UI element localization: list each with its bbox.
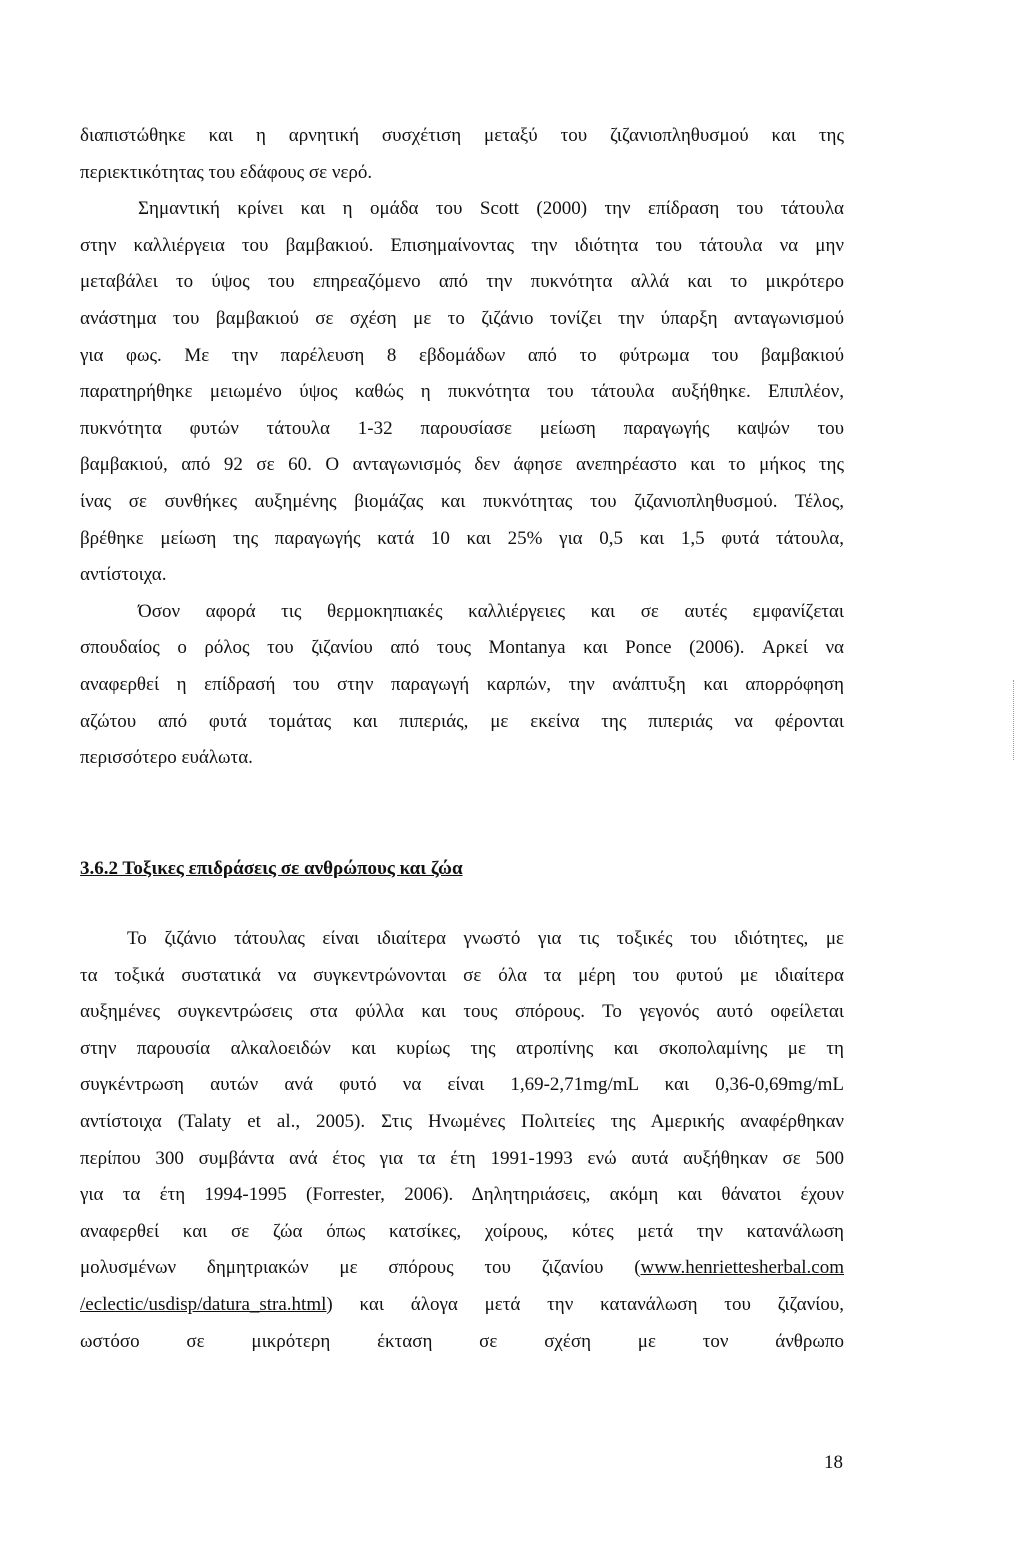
page-number: 18 <box>824 1452 843 1473</box>
text-line: αντίστοιχα (Talaty et al., 2005). Στις Ηνωμένες Πολιτείες της Αμερικής αναφέρθηκαν <box>80 1110 844 1132</box>
reference-link[interactable]: www.henriettesherbal.com <box>640 1257 844 1279</box>
text-line: μεταβάλει το ύψος του επηρεαζόμενο από την πυκνότητα αλλά και το μικρότερο <box>80 271 844 293</box>
text-line: αναφερθεί και σε ζώα όπως κατσίκες, χοίρους, κότες μετά την κατανάλωση <box>80 1220 844 1242</box>
text-line: αζώτου από φυτά τομάτας και πιπεριάς, με εκείνα της πιπεριάς να φέρονται <box>80 710 844 732</box>
text-fragment: ) και άλογα μετά την κατανάλωση του ζιζανίου, <box>326 1293 844 1315</box>
text-line: περιεκτικότητας του εδάφους σε νερό. <box>80 161 373 183</box>
text-line: για φως. Με την παρέλευση 8 εβδομάδων από το φύτρωμα του βαμβακιού <box>80 344 844 366</box>
text-line: τα τοξικά συστατικά να συγκεντρώνονται σε όλα τα μέρη του φυτού με ιδιαίτερα <box>80 964 844 986</box>
text-line: διαπιστώθηκε και η αρνητική συσχέτιση μεταξύ του ζιζανιοπληθυσμού και της <box>80 125 844 146</box>
text-line: ανάστημα του βαμβακιού σε σχέση με το ζιζάνιο τονίζει την ύπαρξη ανταγωνισμού <box>80 307 844 329</box>
text-line: συγκέντρωση αυτών ανά φυτό να είναι 1,69-2,71mg/mL και 0,36-0,69mg/mL <box>80 1074 844 1096</box>
text-line: ωστόσο σε μικρότερη έκταση σε σχέση με τον άνθρωπο <box>80 1330 844 1352</box>
text-line: Το ζιζάνιο τάτουλας είναι ιδιαίτερα γνωστό για τις τοξικές του ιδιότητες, με <box>127 928 844 949</box>
reference-link[interactable]: /eclectic/usdisp/datura_stra.html <box>80 1293 327 1315</box>
section-heading: 3.6.2 Τοξικες επιδράσεις σε ανθρώπους και ζώα <box>80 858 463 879</box>
text-line: Σημαντική κρίνει και η ομάδα του Scott (2000) την επίδραση του τάτουλα <box>138 198 844 220</box>
text-line-with-link <box>80 1287 844 1324</box>
text-line: αντίστοιχα. <box>80 564 167 586</box>
text-line: αναφερθεί η επίδρασή του στην παραγωγή καρπών, την ανάπτυξη και απορρόφηση <box>80 673 844 695</box>
text-line: ίνας σε συνθήκες αυξημένης βιομάζας και πυκνότητας του ζιζανιοπληθυσμού. Τέλος, <box>80 490 844 512</box>
text-line: αυξημένες συγκεντρώσεις στα φύλλα και τους σπόρους. Το γεγονός αυτό οφείλεται <box>80 1001 844 1023</box>
margin-scan-mark <box>1013 680 1015 760</box>
text-line: περίπου 300 συμβάντα ανά έτος για τα έτη 1991-1993 ενώ αυτά αυξήθηκαν σε 500 <box>80 1147 844 1169</box>
text-line: βρέθηκε μείωση της παραγωγής κατά 10 και 25% για 0,5 και 1,5 φυτά τάτουλα, <box>80 527 844 549</box>
text-line: παρατηρήθηκε μειωμένο ύψος καθώς η πυκνότητα του τάτουλα αυξήθηκε. Επιπλέον, <box>80 381 844 403</box>
text-line: περισσότερο ευάλωτα. <box>80 747 253 769</box>
text-line: στην παρουσία αλκαλοειδών και κυρίως της ατροπίνης και σκοπολαμίνης με τη <box>80 1037 844 1059</box>
text-line: πυκνότητα φυτών τάτουλα 1-32 παρουσίασε μείωση παραγωγής καψών του <box>80 417 844 439</box>
text-fragment: μολυσμένων δημητριακών με σπόρους του ζιζανίου ( <box>80 1257 641 1279</box>
text-line: σπουδαίος ο ρόλος του ζιζανίου από τους Montanya και Ponce (2006). Αρκεί να <box>80 637 844 659</box>
text-line-with-link <box>80 1250 844 1287</box>
body-text-section <box>80 921 844 1360</box>
body-text-top <box>80 118 844 777</box>
text-line: στην καλλιέργεια του βαμβακιού. Επισημαίνοντας την ιδιότητα του τάτουλα να μην <box>80 234 844 256</box>
text-line: για τα έτη 1994-1995 (Forrester, 2006). Δηλητηριάσεις, ακόμη και θάνατοι έχουν <box>80 1184 844 1206</box>
text-line: βαμβακιού, από 92 σε 60. Ο ανταγωνισμός δεν άφησε ανεπηρέαστο και το μήκος της <box>80 454 844 476</box>
text-line: Όσον αφορά τις θερμοκηπιακές καλλιέργειες και σε αυτές εμφανίζεται <box>138 600 844 622</box>
